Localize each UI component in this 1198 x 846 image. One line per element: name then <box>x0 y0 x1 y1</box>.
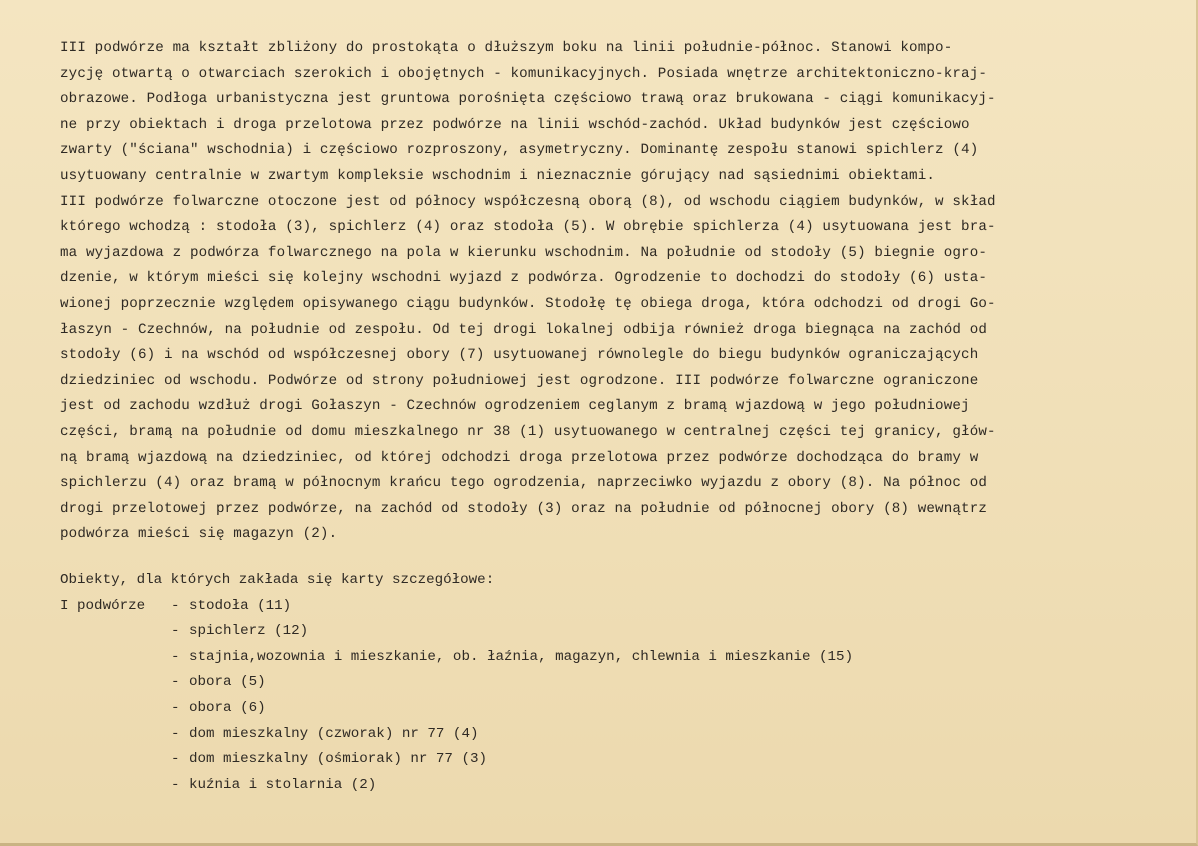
paragraph-line: części, bramą na południe od domu mieszkalnego nr 38 (1) usytuowanego w centralnej części tej granicy, głów- <box>60 423 996 440</box>
list-item <box>60 747 1150 773</box>
list-dash: - <box>171 699 180 716</box>
paragraph-line: łaszyn - Czechnów, na południe od zespołu. Od tej drogi lokalnej odbija również droga biegnąca na zachód od <box>60 321 988 338</box>
paragraph-line: wionej poprzecznie względem opisywanego ciągu budynków. Stodołę tę obiega droga, która odchodzi od drogi Go- <box>60 295 996 312</box>
paragraph-line: dzenie, w którym mieści się kolejny wschodni wyjazd z podwórza. Ogrodzenie to dochodzi do stodoły (6) usta- <box>60 270 988 287</box>
paragraph-line: drogi przelotowej przez podwórze, na zachód od stodoły (3) oraz na południe od północnej obory (8) wewnątrz <box>60 500 988 517</box>
list-dash: - <box>171 623 180 640</box>
paragraph-line: dziedziniec od wschodu. Podwórze od strony południowej jest ogrodzone. III podwórze folwarczne ograniczone <box>60 372 979 389</box>
typed-page <box>60 36 1150 812</box>
object-label: stajnia,wozownia i mieszkanie, ob. łaźnia, magazyn, chlewnia i mieszkanie (15) <box>189 648 854 665</box>
list-dash: - <box>171 751 180 768</box>
paragraph-line: usytuowany centralnie w zwartym kompleksie wschodnim i nieznacznie górujący nad sąsiednimi obiektami. <box>60 167 936 184</box>
paragraph-line: III podwórze folwarczne otoczone jest od północy współczesną oborą (8), od wschodu ciągiem budynków, w skład <box>60 193 996 210</box>
object-label: dom mieszkalny (ośmiorak) nr 77 (3) <box>189 751 487 768</box>
list-item <box>60 696 1150 722</box>
objects-list <box>60 568 1150 798</box>
paragraph-line: ne przy obiektach i droga przelotowa przez podwórze na linii wschód-zachód. Układ budynków jest częściowo <box>60 116 970 133</box>
object-label: kuźnia i stolarnia (2) <box>189 776 377 793</box>
list-item <box>60 670 1150 696</box>
paragraph-line: ma wyjazdowa z podwórza folwarcznego na pola w kierunku wschodnim. Na południe od stodoły (5) biegnie ogro- <box>60 244 988 261</box>
list-dash: - <box>171 725 180 742</box>
objects-prefix: I podwórze <box>60 597 146 614</box>
list-dash: - <box>171 776 180 793</box>
objects-heading: Obiekty, dla których zakłada się karty szczegółowe: <box>60 572 495 588</box>
list-item <box>60 619 1150 645</box>
paragraph-line: podwórza mieści się magazyn (2). <box>60 526 338 543</box>
object-label: stodoła (11) <box>189 597 292 614</box>
object-label: obora (5) <box>189 674 266 691</box>
paragraph-line: obrazowe. Podłoga urbanistyczna jest gruntowa porośnięta częściowo trawą oraz brukowana - ciągi komunikacyj- <box>60 91 996 108</box>
paragraph-line: jest od zachodu wzdłuż drogi Gołaszyn - Czechnów ogrodzeniem ceglanym z bramą wjazdową w jego południowej <box>60 398 970 415</box>
list-dash: - <box>171 597 180 614</box>
paragraph-line: spichlerzu (4) oraz bramą w północnym krańcu tego ogrodzenia, naprzeciwko wyjazdu z obory (8). Na północ od <box>60 475 988 492</box>
list-item <box>60 594 1150 620</box>
paragraph-line: ną bramą wjazdową na dziedziniec, od której odchodzi droga przelotowa przez podwórze dochodząca do bramy w <box>60 449 979 466</box>
paragraph-line: którego wchodzą : stodoła (3), spichlerz (4) oraz stodoła (5). W obrębie spichlerza (4) usytuowana jest bra- <box>60 219 996 236</box>
list-dash: - <box>171 648 180 665</box>
object-label: obora (6) <box>189 699 266 716</box>
paragraph-line: zwarty ("ściana" wschodnia) i częściowo rozproszony, asymetryczny. Dominantę zespołu stanowi spichlerz (4) <box>60 142 979 159</box>
list-dash: - <box>171 674 180 691</box>
object-label: spichlerz (12) <box>189 623 309 640</box>
paragraph-line: zycję otwartą o otwarciach szerokich i obojętnych - komunikacyjnych. Posiada wnętrze architektoniczno-kraj- <box>60 65 988 82</box>
description-paragraph <box>60 36 1150 548</box>
list-item <box>60 645 1150 671</box>
paragraph-line: III podwórze ma kształt zbliżony do prostokąta o dłuższym boku na linii południe-północ. Stanowi kompo- <box>60 40 953 56</box>
object-label: dom mieszkalny (czworak) nr 77 (4) <box>189 725 479 742</box>
list-item <box>60 722 1150 748</box>
list-item <box>60 773 1150 799</box>
paragraph-line: stodoły (6) i na wschód od współczesnej obory (7) usytuowanej równolegle do biegu budynków ograniczających <box>60 347 979 364</box>
